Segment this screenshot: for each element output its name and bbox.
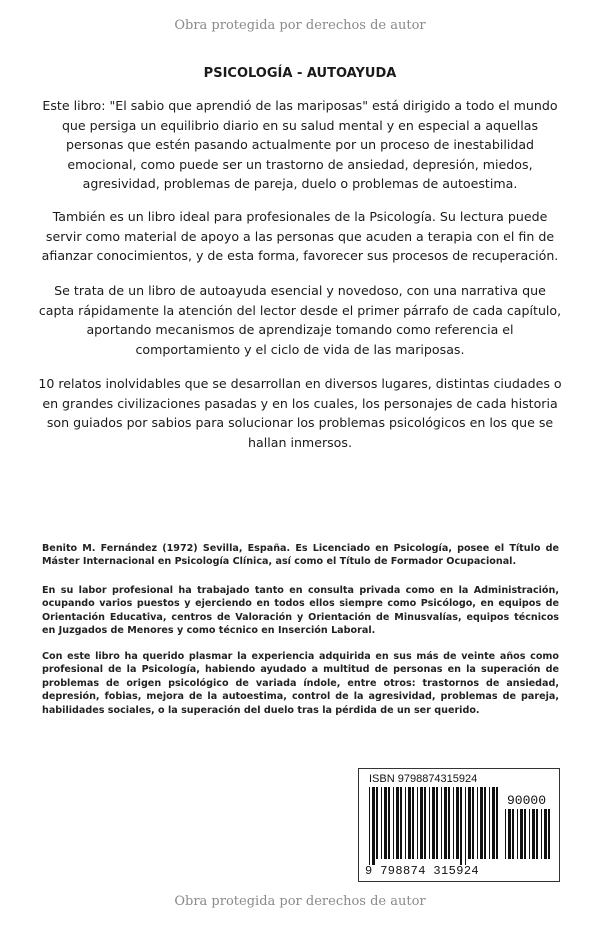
barcode-bar [372, 787, 375, 865]
barcode-bar [548, 809, 550, 859]
author-bio-paragraph-1: Benito M. Fernández (1972) Sevilla, España. Es Licenciado en Psicología, posee el Título de Máster Internacional en Psicología Clínica, así como el Título de Formador Ocupacional. [42, 543, 559, 568]
price-code: 90000 [507, 793, 547, 808]
author-bio-paragraph-3: Con este libro ha querido plasmar la experiencia adquirida en sus más de veinte años como profesional de la Psicología, habiendo ayudado a multitud de personas en la superación de problemas de origen psicológico de variada índole, entre otros: trastornos de ansiedad, depresión, fobias, mejora de la autoestima, control de la agresividad, problemas de pareja, habilidades sociales, o la superación del duelo tras la pérdida de un ser querido. [42, 651, 559, 716]
barcode-bar [544, 809, 547, 859]
barcode-bar [512, 809, 514, 859]
barcode-bar [444, 787, 447, 859]
watermark-bottom: Obra protegida por derechos de autor [174, 894, 426, 909]
barcode-bar [517, 809, 518, 859]
isbn-label: ISBN 9798874315924 [369, 773, 478, 785]
barcode-bar [396, 787, 399, 859]
barcode-bar [456, 787, 459, 859]
barcode-bar [484, 787, 486, 859]
barcode-bar [384, 787, 387, 859]
barcode-bar [508, 809, 511, 859]
barcode-bar [468, 787, 471, 859]
author-bio-paragraph-2: En su labor profesional ha trabajado tanto en consulta privada como en la Administración, ocupando varios puestos y ejerciendo en todos ellos siempre como Psicólogo, en equipos de Orientación Educativa, centros de Valoración y Orientación de Minusvalías, equipos técnicos en Juzgados de Menores y como técnico en Inserción Laboral. [42, 585, 559, 637]
barcode-bar [541, 809, 542, 859]
barcode-digits: 9 798874 315924 [365, 864, 480, 878]
description-paragraph-2: También es un libro ideal para profesionales de la Psicología. Su lectura puede servir como material de apoyo a las personas que acuden a terapia con el fin de afianzar conocimientos, y de esta forma, favorecer sus procesos de recuperación. [41, 209, 559, 263]
barcode-bar [496, 787, 498, 859]
barcode-bar [465, 787, 466, 865]
barcode-bar [417, 787, 418, 859]
description-paragraph-4: 10 relatos inolvidables que se desarrollan en diversos lugares, distintas ciudades o en grandes civilizaciones pasadas y en los cuales, los personajes de cada historia son guiados por sabios para solucionar los problemas psicológicos en los que se hallan inmersos. [38, 376, 562, 450]
barcode-bar [393, 787, 394, 859]
description-paragraph-1: Este libro: "El sabio que aprendió de las mariposas" está dirigido a todo el mundo que persiga un equilibrio diario en su salud mental y en especial a aquellas personas que estén pasando actualmente por un proceso de inestabilidad emocional, como puede ser un trastorno de ansiedad, depresión, miedos, agresividad, problemas de pareja, duelo o problemas de autoestima. [42, 98, 558, 191]
category-heading: PSICOLOGÍA - AUTOAYUDA [203, 66, 397, 81]
barcode-bar [505, 809, 506, 859]
description-paragraph-3: Se trata de un libro de autoayuda esencial y novedoso, con una narrativa que capta rápidamente la atención del lector desde el primer párrafo de cada capítulo, aportando mecanismos de aprendizaje tomando como referencia el comportamiento y el ciclo de vida de las mariposas. [38, 283, 562, 357]
barcode-bar [424, 787, 426, 859]
barcode-bar [408, 787, 411, 859]
barcode-bar [520, 809, 523, 859]
barcode-bar [448, 787, 450, 859]
addon-barcode-bars [505, 809, 551, 863]
watermark-top: Obra protegida por derechos de autor [174, 18, 426, 33]
barcode-bar [532, 809, 535, 859]
barcode-bar [441, 787, 442, 859]
barcode-bar [432, 787, 435, 859]
barcode-bar [477, 787, 478, 859]
barcode-bar [388, 787, 390, 859]
barcode-bar [536, 809, 538, 859]
barcode-bar [369, 787, 370, 865]
barcode-bar [492, 787, 495, 859]
isbn-barcode [358, 768, 560, 882]
ean-barcode-bars [369, 787, 501, 867]
barcode-bar [381, 787, 382, 859]
barcode-bar [400, 787, 402, 859]
barcode-bar [420, 787, 423, 859]
barcode-bar [376, 787, 378, 859]
barcode-bar [453, 787, 454, 859]
barcode-bar [472, 787, 474, 859]
barcode-bar [412, 787, 414, 859]
barcode-bar [405, 787, 406, 859]
barcode-bar [429, 787, 430, 859]
barcode-bar [489, 787, 490, 859]
barcode-bar [480, 787, 483, 859]
barcode-bar [436, 787, 438, 859]
barcode-bar [460, 787, 462, 865]
barcode-bar [529, 809, 530, 859]
barcode-bar [524, 809, 526, 859]
